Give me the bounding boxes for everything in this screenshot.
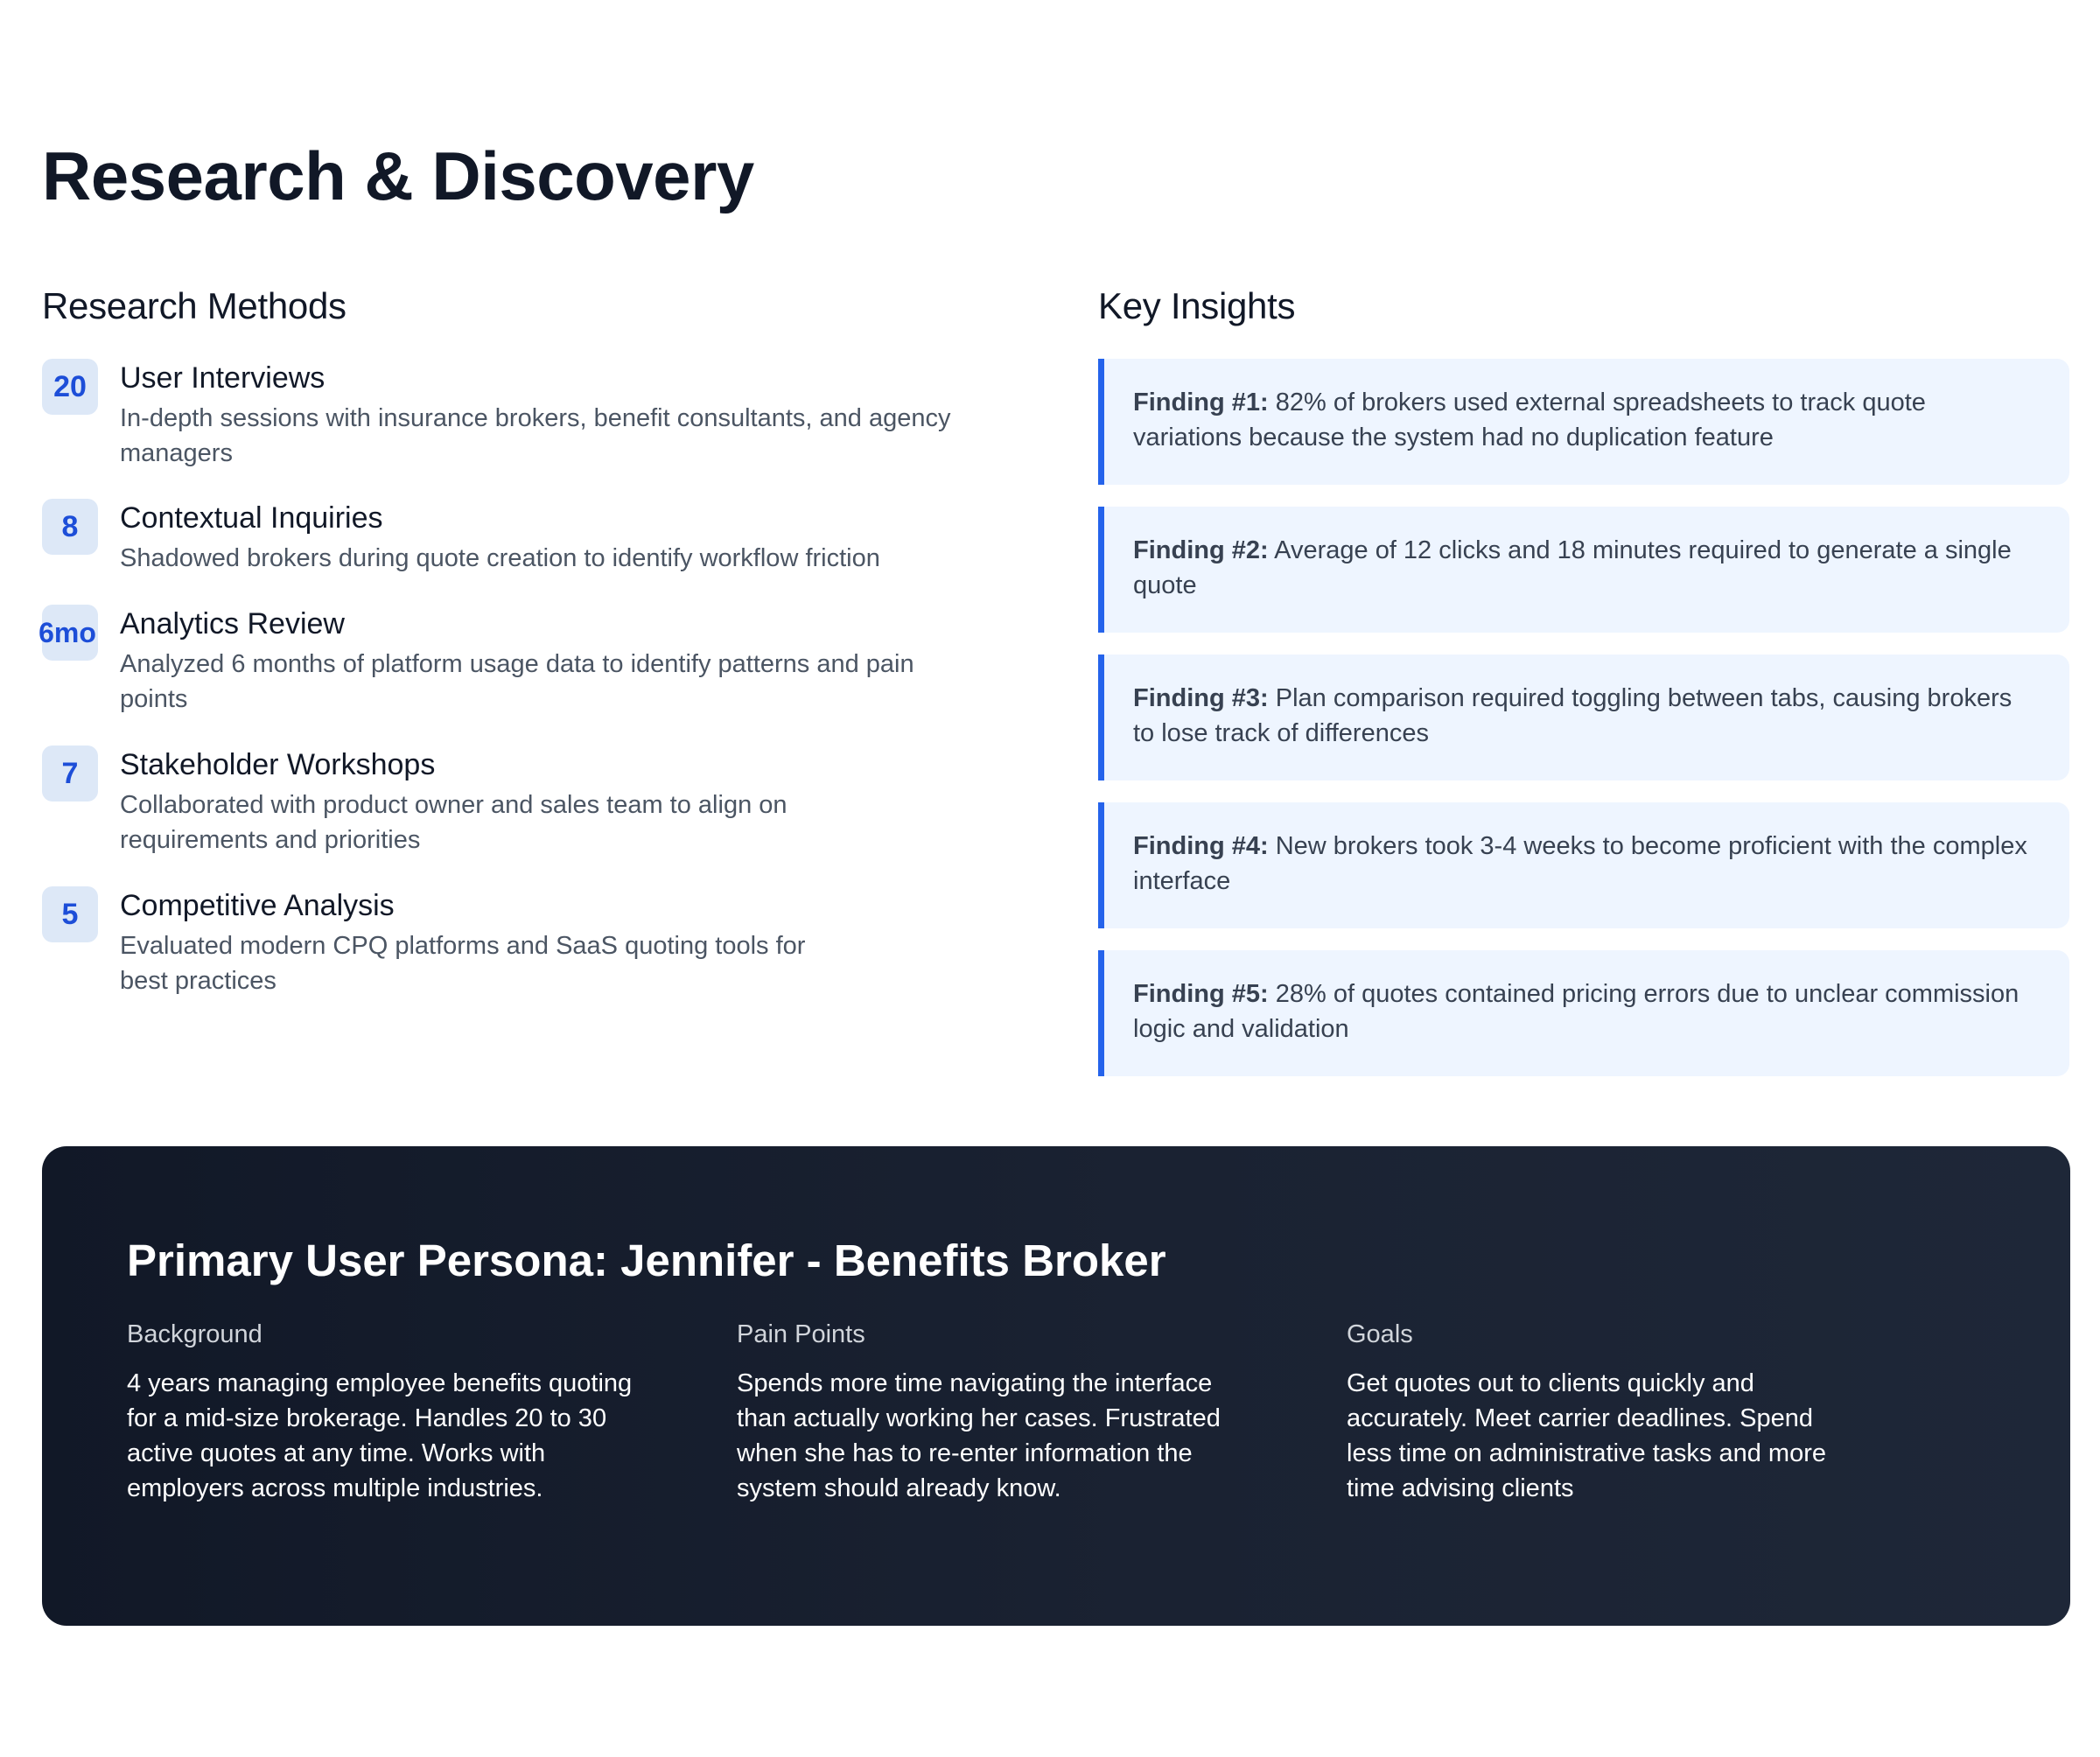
- persona-column-text: Spends more time navigating the interface than actually working her cases. Frustrated when she has to re-enter information the system should already know.: [737, 1369, 1221, 1502]
- insight-card: [1098, 507, 2069, 633]
- insight-label: Finding #2:: [1133, 536, 1269, 564]
- method-description: Evaluated modern CPQ platforms and SaaS quoting tools for best practices: [120, 932, 806, 995]
- persona-background-column: [127, 1317, 652, 1506]
- persona-column-text: Get quotes out to clients quickly and accurately. Meet carrier deadlines. Spend less time on administrative tasks and more time advising clients: [1347, 1369, 1826, 1502]
- persona-column-label: Pain Points: [737, 1320, 865, 1348]
- insight-card: [1098, 802, 2069, 928]
- persona-column-label: Background: [127, 1320, 262, 1348]
- method-description: Analyzed 6 months of platform usage data to identify patterns and pain points: [120, 650, 914, 713]
- insight-text: Average of 12 clicks and 18 minutes required to generate a single quote: [1133, 536, 2012, 599]
- insight-text: New brokers took 3-4 weeks to become proficient with the complex interface: [1133, 832, 2027, 895]
- insight-card: [1098, 950, 2069, 1076]
- persona-goals-column: [1347, 1317, 1854, 1506]
- persona-pain-points-column: [737, 1317, 1236, 1506]
- method-description: Shadowed brokers during quote creation to identify workflow friction: [120, 544, 880, 572]
- persona-title: Primary User Persona: Jennifer - Benefits Broker: [127, 1236, 1166, 1285]
- method-description: Collaborated with product owner and sales team to align on requirements and priorities: [120, 791, 788, 854]
- persona-column-text: 4 years managing employee benefits quoting for a mid-size brokerage. Handles 20 to 30 active quotes at any time. Works with employers across multiple industries.: [127, 1369, 633, 1502]
- research-methods-heading: Research Methods: [42, 285, 346, 326]
- persona-column-label: Goals: [1347, 1320, 1413, 1348]
- key-insights-heading: Key Insights: [1098, 285, 1296, 326]
- persona-card: [42, 1146, 2070, 1626]
- method-count-badge: 7: [42, 746, 98, 802]
- method-name: Analytics Review: [120, 607, 345, 640]
- insight-card: [1098, 654, 2069, 780]
- method-name: Contextual Inquiries: [120, 501, 383, 535]
- method-count-badge: 8: [42, 499, 98, 555]
- method-name: Stakeholder Workshops: [120, 748, 436, 781]
- method-description: In-depth sessions with insurance brokers, benefit consultants, and agency managers: [120, 404, 951, 467]
- method-count-badge: 5: [42, 886, 98, 942]
- insight-label: Finding #3:: [1133, 684, 1269, 712]
- method-name: User Interviews: [120, 361, 326, 395]
- method-count-badge: 6mo: [42, 605, 98, 661]
- method-count-badge: 20: [42, 359, 98, 415]
- insight-label: Finding #1:: [1133, 388, 1269, 416]
- insight-label: Finding #4:: [1133, 832, 1269, 860]
- insight-text: Plan comparison required toggling between tabs, causing brokers to lose track of differences: [1133, 684, 2012, 747]
- insight-label: Finding #5:: [1133, 980, 1269, 1008]
- method-name: Competitive Analysis: [120, 889, 395, 922]
- insight-card: [1098, 359, 2069, 485]
- insight-text: 28% of quotes contained pricing errors due to unclear commission logic and validation: [1133, 980, 2020, 1043]
- insight-text: 82% of brokers used external spreadsheets to track quote variations because the system had no duplication feature: [1133, 388, 1926, 452]
- page-title: Research & Discovery: [42, 137, 754, 214]
